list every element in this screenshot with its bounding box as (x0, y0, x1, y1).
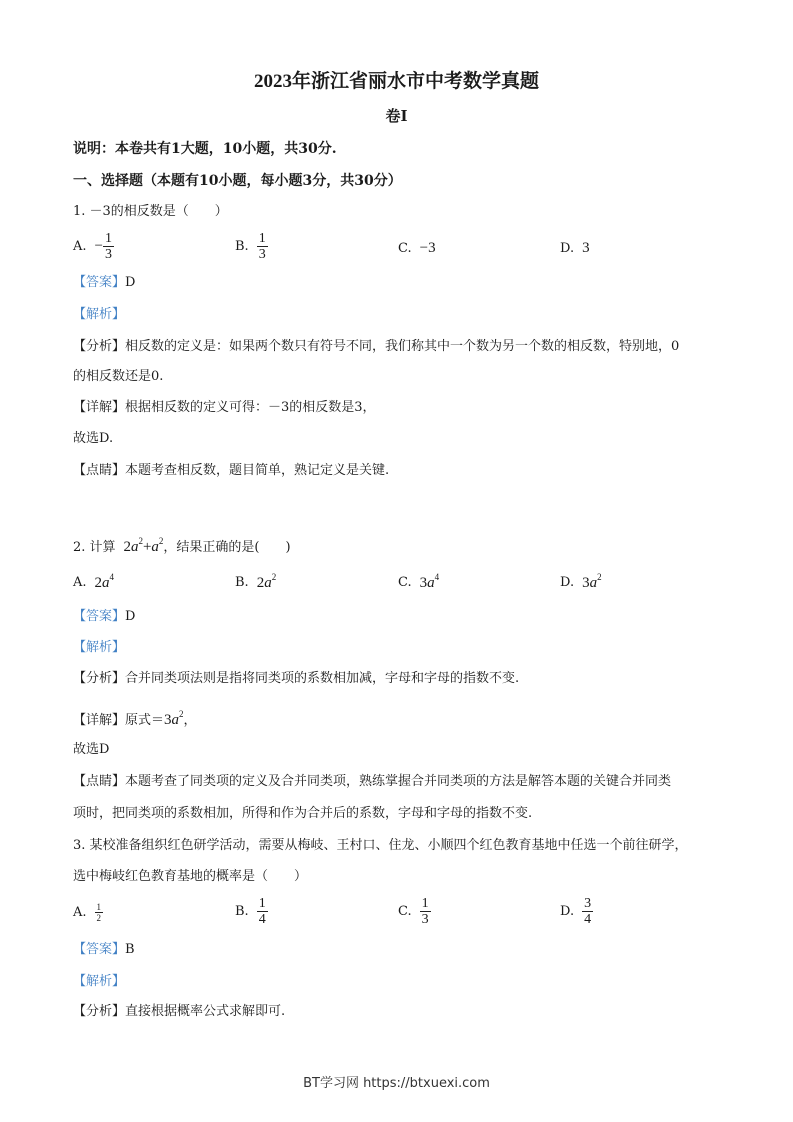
option-label: A. (73, 905, 87, 920)
var: a (151, 539, 159, 555)
option-value (420, 572, 440, 592)
option-label: C. (398, 904, 412, 919)
fraction (95, 902, 104, 923)
q3-option-d (560, 896, 593, 927)
q1-option-d (560, 240, 590, 257)
denominator: 3 (105, 247, 112, 262)
q1-option-c (398, 240, 436, 257)
q1-xiangjie: 【详解】根据相反数的定义可得：－3的相反数是3， (73, 400, 376, 415)
exp: 4 (434, 572, 440, 582)
answer-tag: 【答案】 (73, 609, 126, 624)
q1-choose: 故选D. (73, 431, 114, 446)
stem-prefix: 2. 计算 (73, 540, 116, 555)
numerator: 1 (258, 231, 266, 246)
q1-answer (73, 275, 135, 291)
q2-fenxi: 【分析】合并同类项法则是指将同类项的系数相加减，字母和字母的指数不变. (73, 671, 520, 686)
expression (120, 536, 164, 555)
fraction (257, 231, 268, 262)
coef: 3 (164, 712, 172, 728)
option-value (95, 572, 115, 592)
q1-fenxi-cont: 的相反数还是0. (73, 369, 164, 384)
q2-option-a (73, 572, 114, 592)
stem-suffix: ，结果正确的是( ) (163, 540, 291, 555)
q2-option-c (398, 572, 439, 592)
option-label: B. (235, 904, 249, 919)
instructions: 说明：本卷共有1大题，10小题，共30分. (73, 141, 337, 157)
q1-option-a (73, 231, 114, 262)
denominator: 4 (258, 912, 266, 927)
option-value: 3 (582, 240, 590, 256)
answer-value: D (125, 609, 136, 624)
fraction (582, 896, 593, 927)
option-value: −3 (419, 240, 436, 256)
coef: 2 (123, 539, 131, 555)
q1-dianjing: 【点睛】本题考查相反数，题目简单，熟记定义是关键. (73, 463, 390, 478)
denominator: 2 (96, 913, 102, 923)
q2-dianjing: 【点睛】本题考查了同类项的定义及合并同类项，熟练掌握合并同类项的方法是解答本题的关键合并同类 (73, 774, 672, 789)
fraction (420, 896, 431, 927)
footer-watermark: BT学习网 https://btxuexi.com (303, 1076, 490, 1091)
plus: + (142, 539, 152, 555)
q2-analysis-tag: 【解析】 (73, 640, 126, 655)
denominator: 3 (258, 247, 266, 262)
q1-analysis-tag: 【解析】 (73, 307, 126, 322)
coef: 3 (419, 575, 428, 591)
exp: 2 (271, 572, 277, 582)
question-2-stem (73, 533, 291, 556)
coef: 2 (256, 575, 265, 591)
question-3-stem-cont: 选中梅岐红色教育基地的概率是（ ） (73, 869, 308, 884)
q3-option-b (235, 896, 268, 927)
var: a (427, 575, 435, 591)
answer-tag: 【答案】 (73, 275, 126, 290)
exp: 4 (109, 572, 115, 582)
q3-option-a (73, 902, 103, 923)
q2-option-d (560, 572, 602, 592)
var: a (102, 575, 110, 591)
numerator: 1 (258, 896, 266, 911)
option-label: C. (398, 574, 412, 590)
fraction (103, 231, 114, 262)
option-label: A. (73, 574, 87, 590)
var: a (171, 712, 180, 728)
option-label: D. (560, 904, 575, 919)
denominator: 4 (584, 912, 592, 927)
coef: 3 (582, 575, 590, 591)
exp: 2 (138, 536, 143, 546)
minus-sign: − (94, 238, 103, 254)
option-label: D. (560, 241, 575, 256)
question-1-stem: 1. －3的相反数是（ ） (73, 204, 228, 219)
q3-analysis-tag: 【解析】 (73, 974, 126, 989)
answer-tag: 【答案】 (73, 942, 126, 957)
answer-value: B (125, 942, 135, 957)
q3-answer (73, 942, 135, 958)
option-label: A. (73, 239, 87, 254)
volume-heading: 卷Ⅰ (385, 107, 408, 125)
q2-xiangjie (73, 706, 197, 729)
numerator: 3 (584, 896, 592, 911)
var: a (264, 575, 272, 591)
option-label: B. (235, 574, 249, 590)
numerator: 1 (96, 902, 102, 912)
fraction (257, 896, 268, 927)
exp: 2 (597, 572, 602, 582)
q2-dianjing-cont: 项时，把同类项的系数相加，所得和作为合并后的系数，字母和字母的指数不变. (73, 806, 533, 821)
denominator: 3 (421, 912, 429, 927)
q1-option-b (235, 231, 268, 262)
numerator: 1 (421, 896, 429, 911)
q3-fenxi: 【分析】直接根据概率公式求解即可. (73, 1004, 286, 1019)
q2-answer (73, 609, 135, 625)
xiangjie-suffix: ， (183, 713, 197, 728)
option-value (582, 572, 602, 592)
page-title: 2023年浙江省丽水市中考数学真题 (253, 71, 539, 92)
coef: 2 (94, 575, 103, 591)
q2-choose: 故选D (73, 742, 110, 757)
section-heading: 一、选择题（本题有10小题，每小题3分，共30分） (73, 173, 402, 189)
option-label: C. (398, 241, 412, 256)
numerator: 1 (105, 231, 112, 246)
exp: 2 (179, 709, 184, 719)
xiangjie-prefix: 【详解】原式＝ (73, 713, 165, 728)
question-3-stem: 3. 某校准备组织红色研学活动，需要从梅岐、王村口、住龙、小顺四个红色教育基地中任选一个前往研学， (73, 838, 688, 853)
q3-option-c (398, 896, 431, 927)
answer-value: D (125, 275, 136, 290)
option-label: D. (560, 574, 575, 590)
var: a (130, 539, 139, 555)
option-label: B. (235, 239, 249, 254)
var: a (589, 575, 598, 591)
option-value (257, 572, 277, 592)
exp: 2 (158, 536, 164, 546)
q2-option-b (235, 572, 276, 592)
q1-fenxi: 【分析】相反数的定义是：如果两个数只有符号不同，我们称其中一个数为另一个数的相反数，特别地，0 (73, 339, 680, 354)
